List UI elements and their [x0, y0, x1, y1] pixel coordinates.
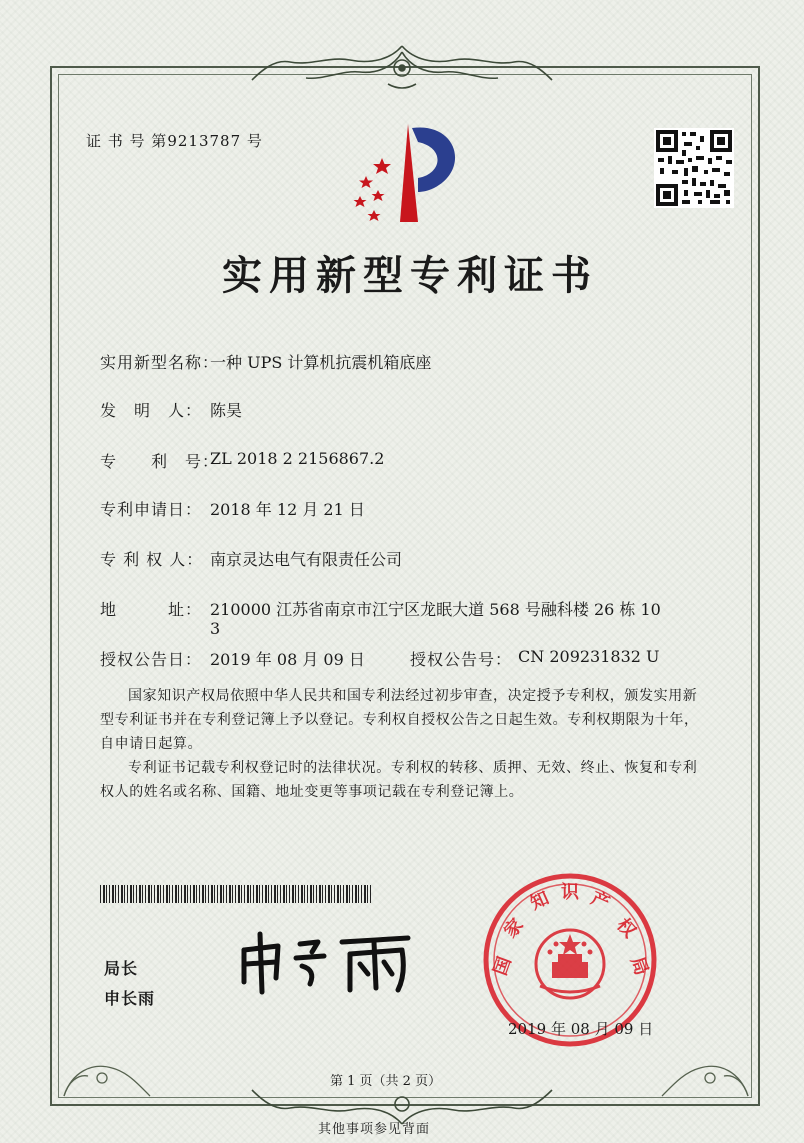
svg-text:家: 家 [500, 914, 528, 943]
patent-number-value: ZL 2018 2 2156867.2 [210, 449, 385, 468]
certificate-number-label: 证 书 号 第 [86, 132, 168, 150]
legal-status-paragraph: 专利证书记载专利权登记时的法律状况。专利权的转移、质押、无效、终止、恢复和专利权人的姓名或名称、国籍、地址变更等事项记载在专利登记簿上。 [100, 760, 698, 800]
application-date-value: 2018 年 12 月 21 日 [210, 500, 365, 519]
svg-text:权: 权 [612, 914, 640, 943]
utility-model-name-label: 实用新型名称： [100, 353, 220, 372]
grant-date-label: 授权公告日： [100, 650, 203, 669]
corner-ornament-icon [62, 1012, 152, 1098]
utility-model-name-value: 一种 UPS 计算机抗震机箱底座 [210, 353, 432, 372]
corner-ornament-icon [660, 1012, 750, 1098]
barcode [100, 885, 372, 903]
svg-text:局: 局 [626, 954, 653, 979]
patent-office-logo-icon [338, 118, 472, 226]
svg-text:知: 知 [527, 887, 553, 915]
certificate-number-value: 9213787 [167, 132, 242, 150]
svg-text:识: 识 [561, 882, 579, 903]
svg-text:国: 国 [489, 954, 516, 979]
back-side-note: 其他事项参见背面 [318, 1122, 431, 1137]
inventor-label: 发 明 人： [100, 401, 203, 420]
grant-date-value: 2019 年 08 月 09 日 [210, 650, 365, 669]
top-ornament-icon [250, 40, 554, 96]
patentee-value: 南京灵达电气有限责任公司 [210, 550, 403, 569]
handwritten-signature [232, 930, 422, 996]
patent-number-label: 专 利 号： [100, 452, 220, 471]
seal-date: 2019 年 08 月 09 日 [508, 1020, 654, 1038]
certificate-number [86, 130, 263, 151]
director-title: 局长 [104, 959, 139, 978]
inventor-value: 陈昊 [210, 401, 243, 420]
page-indicator: 第 1 页（共 2 页） [330, 1074, 442, 1089]
address-value-continued: 3 [210, 619, 221, 638]
address-label: 地 址： [100, 600, 203, 619]
address-value: 210000 江苏省南京市江宁区龙眠大道 568 号融科楼 26 栋 10 [210, 600, 661, 619]
grant-statement-paragraph: 国家知识产权局依照中华人民共和国专利法经过初步审查，决定授予专利权，颁发实用新型专利证书并在专利登记簿上予以登记。专利权自授权公告之日起生效。专利权期限为十年，自申请日起算。 [100, 688, 699, 752]
certificate-title: 实用新型专利证书 [222, 253, 598, 299]
director-name: 申长雨 [104, 989, 156, 1008]
patentee-label: 专 利 权 人： [100, 550, 204, 569]
svg-text:产: 产 [587, 887, 613, 915]
grant-number-value: CN 209231832 U [518, 647, 660, 666]
certificate-number-suffix: 号 [246, 132, 263, 150]
qr-code-icon [654, 128, 734, 208]
application-date-label: 专利申请日： [100, 500, 203, 519]
grant-number-label: 授权公告号： [410, 650, 513, 669]
